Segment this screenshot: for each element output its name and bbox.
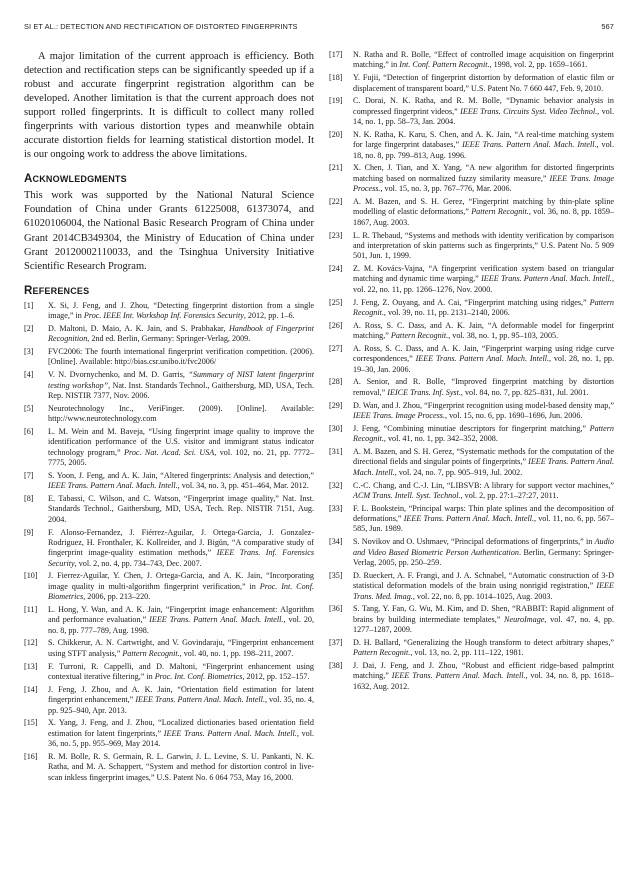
reference-number: [23] <box>329 230 343 240</box>
reference-text: A. Ross, S. C. Dass, and A. K. Jain, “Fingerprint warping using ridge curve correspondences,” <box>353 343 614 364</box>
reference-venue: Proc. IEEE Int. Workshop Inf. Forensics Security <box>83 311 244 320</box>
reference-text: D. Rueckert, A. F. Frangi, and J. A. Schnabel, “Automatic construction of 3-D statistical deformation models of the brain using nonrigid registration,” <box>353 570 614 591</box>
reference-item <box>24 427 314 468</box>
reference-item <box>329 231 614 262</box>
references-heading-rest: EFERENCES <box>32 285 90 296</box>
reference-item <box>329 504 614 535</box>
reference-number: [33] <box>329 503 343 513</box>
reference-text: X. Si, J. Feng, and J. Zhou, “Detecting fingerprint distortion from a single image,” in <box>48 300 314 320</box>
reference-number: [10] <box>24 571 38 581</box>
reference-item <box>24 301 314 322</box>
reference-text: N. Ratha and R. Bolle, “Effect of controlled image acquisition on fingerprint matching,” in <box>353 50 614 70</box>
reference-text: L. Hong, Y. Wan, and A. K. Jain, “Fingerprint image enhancement: Algorithm and performance evaluation,” <box>48 604 314 625</box>
reference-details: , vol. 22, no. 11, pp. 1266–1276, Nov. 2000. <box>353 274 614 294</box>
left-column <box>24 50 314 785</box>
reference-text: F. Alonso-Fernandez, J. Fiérrez-Aguilar, J. Ortega-Garcia, J. Gonzalez-Rodriguez, H. Fronthaler, K. Kollreider, and J. Bigün, “A comparative study of fingerprint image-quality estimation methods,” <box>48 527 314 558</box>
reference-details: , vol. 41, no. 1, pp. 342–352, 2008. <box>383 434 498 444</box>
reference-text: Z. M. Kovács-Vajna, “A fingerprint verification system based on triangular matching and dynamic time warping,” <box>353 264 614 284</box>
right-column <box>329 50 614 695</box>
reference-number: [28] <box>329 377 343 387</box>
reference-number: [2] <box>24 323 34 333</box>
acknowledgments-text: This work was supported by the National Natural Science Foundation of China under Grants 61225008, 61373074, and 61020106004, the National Basic Research Program of China under Grant 2014CB349304, the Ministry of Education of China under Grant 20120002110033, and the Tsinghua University Initiative Scientific Research Program. <box>24 190 314 272</box>
running-header <box>24 22 614 34</box>
reference-details: , Nat. Inst. Standards Technol., Gaithersburg, MD, USA, Tech. Rep. NISTIR 7377, Nov. 2006. <box>48 380 314 400</box>
reference-text: R. M. Bolle, R. S. Germain, R. L. Garwin, J. L. Levine, S. U. Pankanti, N. K. Ratha, and M. A. Schappert, “System and method for distortion control in live-scan inkless fingerprint images,” U.S. Patent No. 6 064 753, May 16, 2000. <box>48 751 314 782</box>
acknowledgments-heading <box>24 173 314 185</box>
reference-venue: IEEE Trans. Image Process. <box>353 173 614 194</box>
reference-text: D. Wan, and J. Zhou, “Fingerprint recognition using model-based density map,” <box>353 400 614 410</box>
reference-item <box>329 264 614 295</box>
reference-text: Y. Fujii, “Detection of fingerprint distortion by deformation of elastic film or displacement of transparent board,” U.S. Patent No. 7 660 447, Feb. 9, 2010. <box>353 73 614 93</box>
reference-number: [24] <box>329 264 343 274</box>
reference-venue: IEEE Trans. Pattern Anal. Mach. Intell. <box>135 695 265 705</box>
reference-item <box>24 471 314 492</box>
reference-item <box>24 404 314 425</box>
reference-item <box>24 571 314 602</box>
acknowledgments-heading-initial: A <box>24 173 33 186</box>
reference-details: , vol. 39, no. 11, pp. 2131–2140, 2006. <box>383 307 510 317</box>
running-title: SI ET AL.: DETECTION AND RECTIFICATION OF DISTORTED FINGERPRINTS <box>24 22 298 31</box>
reference-number: [36] <box>329 604 343 614</box>
reference-number: [38] <box>329 661 343 671</box>
reference-number: [20] <box>329 129 343 139</box>
reference-details: , vol. 40, no. 1, pp. 198–211, 2007. <box>179 648 294 658</box>
reference-text: F. Turroni, R. Cappelli, and D. Maltoni, “Fingerprint enhancement using contextual iterative filtering,” in <box>48 661 314 681</box>
reference-text: N. K. Ratha, K. Karu, S. Chen, and A. K. Jain, “A real-time matching system for large fingerprint databases,” <box>353 129 614 150</box>
reference-details: , 1998, vol. 2, pp. 1659–1661. <box>489 60 588 70</box>
reference-text: A. Senior, and R. Bolle, “Improved fingerprint matching by distortion removal,” <box>353 377 614 397</box>
reference-venue: Handbook of Fingerprint Recognition <box>48 323 314 344</box>
reference-venue: Pattern Recognit. <box>122 648 180 658</box>
reference-number: [4] <box>24 370 34 380</box>
reference-text: L. M. Wein and M. Baveja, “Using fingerprint image quality to improve the identification performance of the U.S. visitor and immigrant status indicator technology program,” <box>48 426 314 457</box>
reference-number: [29] <box>329 400 343 410</box>
reference-item <box>329 344 614 375</box>
reference-list-right <box>329 50 614 692</box>
reference-venue: IEEE Trans. Pattern Anal. Mach. Intell. <box>149 615 284 625</box>
reference-text: J. Dai, J. Feng, and J. Zhou, “Robust and efficient ridge-based palmprint matching,” <box>353 661 614 681</box>
reference-details: , vol. 13, no. 2, pp. 111–122, 1981. <box>410 648 524 658</box>
reference-venue: IEEE Trans. Pattern Anal. Mach. Intell. <box>481 274 612 284</box>
reference-venue: IEEE Trans. Pattern Anal. Mach. Intell. <box>462 140 597 150</box>
reference-details: , vol. 34, no. 8, pp. 1618–1632, Aug. 2012. <box>353 671 614 691</box>
reference-number: [31] <box>329 447 343 457</box>
reference-item <box>329 197 614 228</box>
reference-item <box>24 638 314 659</box>
reference-number: [25] <box>329 297 343 307</box>
reference-item <box>24 370 314 401</box>
reference-text: A. M. Bazen, and S. H. Gerez, “Systematic methods for the computation of the directional fields and singular points of fingerprints,” <box>353 447 614 467</box>
reference-text: S. Novikov and O. Ushmaev, “Principal deformations of fingerprints,” in <box>353 537 595 547</box>
reference-item <box>329 401 614 422</box>
reference-details: , vol. 2, pp. 27:1–27:27, 2011. <box>460 490 559 500</box>
reference-venue: Pattern Recognit. <box>353 423 614 444</box>
reference-item <box>329 537 614 568</box>
reference-venue: Proc. Int. Conf. Biometrics <box>48 581 314 602</box>
reference-details: , 2006, pp. 213–220. <box>83 592 151 602</box>
reference-text: J. Feng, J. Zhou, and A. K. Jain, “Orientation field estimation for latent fingerprint enhancement,” <box>48 684 314 705</box>
reference-text: Neurotechnology Inc., VeriFinger. (2009). [Online]. Available: http://www.neurotechnology.com <box>48 403 314 424</box>
reference-venue: IEEE Trans. Pattern Anal. Mach. Intell. <box>403 514 534 524</box>
reference-venue: Pattern Recognit. <box>353 297 614 317</box>
reference-number: [3] <box>24 347 34 357</box>
reference-venue: IEEE Trans. Pattern Anal. Mach. Intell. <box>163 728 297 738</box>
reference-item <box>329 424 614 445</box>
reference-venue: Proc. Int. Conf. Biometrics <box>154 672 243 681</box>
reference-number: [14] <box>24 684 38 694</box>
references-heading-initial: R <box>24 284 33 297</box>
reference-item <box>329 50 614 71</box>
reference-number: [11] <box>24 604 38 614</box>
reference-text: E. Tabassi, C. Wilson, and C. Watson, “Fingerprint image quality,” Nat. Inst. Standards Technol., Gaithersburg, MD, USA, Tech. Rep. NISTIR 7151, Aug. 2004. <box>48 494 314 524</box>
reference-details: , 2012, pp. 152–157. <box>242 672 310 681</box>
reference-number: [26] <box>329 320 343 330</box>
reference-item <box>329 163 614 194</box>
reference-text: F. L. Bookstein, “Principal warps: Thin plate splines and the decomposition of deformations,” <box>353 503 614 524</box>
reference-item <box>329 604 614 635</box>
reference-details: , vol. 36, no. 5, pp. 955–969, May 2014. <box>48 728 314 749</box>
reference-venue: Int. Conf. Pattern Recognit. <box>399 60 490 70</box>
reference-number: [21] <box>329 163 343 173</box>
reference-number: [17] <box>329 50 343 59</box>
reference-details: , vol. 20, no. 8, pp. 777–789, Aug. 1998. <box>48 615 314 635</box>
reference-venue: IEEE Trans. Inf. Forensics Security <box>48 548 314 568</box>
reference-item <box>329 73 614 94</box>
reference-number: [13] <box>24 661 38 671</box>
reference-item <box>329 298 614 319</box>
reference-details: , vol. 14, no. 1, pp. 58–73, Jan. 2004. <box>353 106 614 127</box>
reference-text: C. Dorai, N. K. Ratha, and R. M. Bolle, “Dynamic behavior analysis in compressed fingerprint videos,” <box>353 96 614 116</box>
reference-venue: Pattern Recognit. <box>390 331 449 341</box>
reference-venue: Proc. Nat. Acad. Sci. USA <box>124 447 215 457</box>
reference-details: , vol. 34, no. 3, pp. 451–464, Mar. 2012. <box>177 481 309 491</box>
reference-number: [16] <box>24 751 38 761</box>
reference-details: , 2012, pp. 1–6. <box>243 311 295 320</box>
reference-venue: Pattern Recognit. <box>471 207 529 217</box>
reference-venue: IEEE Trans. Pattern Anal. Mach. Intell. <box>48 481 178 491</box>
reference-number: [12] <box>24 638 38 648</box>
reference-text: S. Chikkerur, A. N. Cartwright, and V. Govindaraju, “Fingerprint enhancement using STFT analysis,” <box>48 638 314 658</box>
reference-venue: IEEE Trans. Circuits Syst. Video Technol. <box>460 106 598 116</box>
reference-number: [19] <box>329 96 343 106</box>
reference-details: . Berlin, Germany: Springer-Verlag, 2005, pp. 250–259. <box>353 547 614 567</box>
reference-number: [27] <box>329 343 343 353</box>
reference-number: [6] <box>24 426 34 436</box>
reference-text: X. Chen, J. Tian, and X. Yang, “A new algorithm for distorted fingerprints matching based on normalized fuzzy similarity measure,” <box>353 163 614 183</box>
reference-number: [1] <box>24 300 34 310</box>
reference-item <box>24 528 314 569</box>
reference-venue: IEEE Trans. Pattern Anal. Mach. Intell. <box>353 457 614 477</box>
reference-number: [15] <box>24 718 38 728</box>
reference-item <box>24 685 314 716</box>
reference-text: V. N. Dvornychenko, and M. D. Garris, <box>48 370 189 380</box>
reference-number: [18] <box>329 73 343 83</box>
reference-number: [9] <box>24 527 34 537</box>
reference-number: [32] <box>329 480 343 490</box>
reference-text: X. Yang, J. Feng, and J. Zhou, “Localized dictionaries based orientation field estimation for latent fingerprints,” <box>48 718 314 738</box>
reference-text: S. Yoon, J. Feng, and A. K. Jain, “Altered fingerprints: Analysis and detection,” <box>48 470 314 480</box>
reference-item <box>329 377 614 398</box>
reference-details: , vol. 102, no. 21, pp. 7772–7775, 2005. <box>48 447 314 467</box>
reference-details: , vol. 22, no. 8, pp. 1014–1025, Aug. 2003. <box>412 591 553 601</box>
reference-item <box>24 752 314 783</box>
reference-venue: NeuroImage <box>504 614 545 624</box>
reference-text: L. R. Thebaud, “Systems and methods with identity verification by comparison and interpretation of skin patterns such as fingerprints,” U.S. Patent No. 5 909 501, Jun. 1, 1999. <box>353 230 614 261</box>
reference-item <box>329 321 614 342</box>
reference-text: D. H. Ballard, “Generalizing the Hough transform to detect arbitrary shapes,” <box>353 637 614 647</box>
reference-text: J. Feng, Z. Ouyang, and A. Cai, “Fingerprint matching using ridges,” <box>353 297 590 307</box>
reference-item <box>329 481 614 502</box>
reference-venue: Pattern Recognit. <box>353 648 411 658</box>
reference-details: , vol. 38, no. 1, pp. 95–103, 2005. <box>448 331 559 341</box>
reference-number: [37] <box>329 637 343 647</box>
reference-item <box>24 347 314 368</box>
reference-details: , vol. 36, no. 8, pp. 1859–1867, Aug. 2003. <box>353 207 614 227</box>
reference-item <box>24 494 314 525</box>
reference-details: , vol. 47, no. 4, pp. 1277–1287, 2009. <box>353 614 614 635</box>
reference-text: FVC2006: The fourth international fingerprint verification competition. (2006). [Online]. Available: http://bias.csr.unibo.it/fvc2006/ <box>48 347 314 367</box>
reference-number: [30] <box>329 423 343 433</box>
reference-text: A. M. Bazen, and S. H. Gerez, “Fingerprint matching by thin-plate spline modelling of elastic deformations,” <box>353 196 614 217</box>
reference-details: , 2nd ed. Berlin, Germany: Springer-Verlag, 2009. <box>87 334 251 344</box>
reference-item <box>329 447 614 478</box>
reference-venue: “Summary of NIST latent fingerprint testing workshop” <box>48 370 314 390</box>
reference-details: , vol. 84, no. 7, pp. 825–831, Jul. 2001. <box>460 387 589 397</box>
reference-venue: Audio and Video Based Biometric Person Authentication <box>353 537 614 557</box>
reference-details: , vol. 15, no. 6, pp. 1690–1696, Jun. 2006. <box>445 411 583 420</box>
reference-number: [22] <box>329 196 343 206</box>
reference-text: S. Tang, Y. Fan, G. Wu, M. Kim, and D. Shen, “RABBIT: Rapid alignment of brains by building intermediate templates,” <box>353 604 614 624</box>
references-heading <box>24 285 314 297</box>
reference-list-left <box>24 301 314 783</box>
reference-item <box>329 571 614 602</box>
reference-item <box>329 96 614 127</box>
reference-details: , vol. 35, no. 4, pp. 925–940, Apr. 2013. <box>48 695 314 715</box>
reference-item <box>24 324 314 345</box>
reference-text: C.-C. Chang, and C.-J. Lin, “LIBSVB: A library for support vector machines,” <box>353 480 614 490</box>
reference-text: D. Maltoni, D. Maio, A. K. Jain, and S. Prabhakar, <box>48 323 229 333</box>
reference-number: [34] <box>329 537 343 547</box>
reference-details: , vol. 11, no. 6, pp. 567–585, Jun. 1989. <box>353 514 614 534</box>
reference-item <box>329 130 614 161</box>
reference-number: [7] <box>24 470 34 480</box>
reference-number: [5] <box>24 403 34 413</box>
acknowledgments-heading-rest: CKNOWLEDGMENTS <box>32 174 127 185</box>
reference-venue: IEEE Trans. Image Process. <box>353 411 445 420</box>
reference-text: A. Ross, S. C. Dass, and A. K. Jain, “A deformable model for fingerprint matching,” <box>353 320 614 341</box>
reference-item <box>24 718 314 749</box>
reference-text: J. Feng, “Combining minutiae descriptors for fingerprint matching,” <box>353 423 590 433</box>
reference-number: [35] <box>329 570 343 580</box>
page-number: 567 <box>601 22 614 31</box>
reference-details: , vol. 2, no. 4, pp. 734–743, Dec. 2007. <box>74 558 202 568</box>
reference-venue: IEEE Trans. Pattern Anal. Mach. Intell. <box>415 354 550 364</box>
conclusion-paragraph: A major limitation of the current approach is efficiency. Both detection and rectification steps can be significantly speeded up if a robust and accurate fingerprint registration algorithm can be developed. Another limitation is that the current approach does not support rolled fingerprints. It is difficult to collect many rolled fingerprints with various distortion types and meanwhile obtain accurate distortion fields for learning statistical distortion model. It is our ongoing work to address the above limitations. <box>24 51 314 161</box>
reference-details: , vol. 15, no. 3, pp. 767–776, Mar. 2006. <box>380 184 512 194</box>
reference-item <box>329 638 614 659</box>
reference-item <box>24 605 314 636</box>
reference-item <box>24 662 314 683</box>
reference-item <box>329 661 614 692</box>
reference-venue: IEEE Trans. Pattern Anal. Mach. Intell. <box>391 671 526 681</box>
reference-details: , vol. 24, no. 7, pp. 905–919, Jul. 2002. <box>394 467 523 477</box>
reference-details: , vol. 18, no. 8, pp. 799–813, Aug. 1996. <box>353 140 614 160</box>
reference-text: J. Fierrez-Aguilar, Y. Chen, J. Ortega-Garcia, and A. K. Jain, “Incorporating image quality in multi-algorithm fingerprint verification,” in <box>48 571 314 591</box>
reference-number: [8] <box>24 494 34 503</box>
reference-venue: IEEE Trans. Med. Imag. <box>353 581 614 601</box>
reference-venue: IEICE Trans. Inf. Syst. <box>387 387 461 397</box>
reference-details: , vol. 28, no. 1, pp. 19–30, Jan. 2006. <box>353 354 614 374</box>
reference-venue: ACM Trans. Intell. Syst. Technol. <box>353 490 461 500</box>
